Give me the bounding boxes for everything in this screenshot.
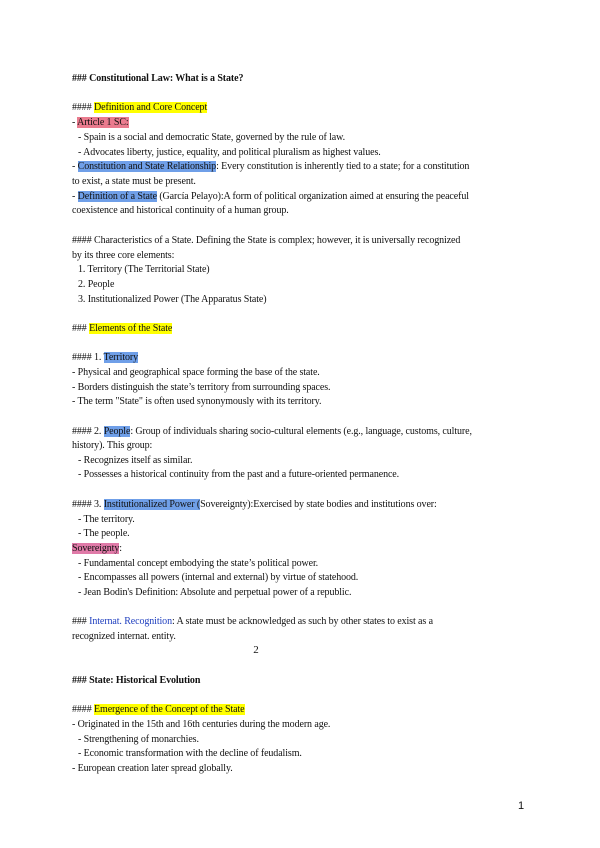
heading-prefix: ###: [72, 616, 90, 627]
heading-what-is-a-state: ### Constitutional Law: What is a State?: [72, 73, 244, 84]
list-item: - Borders distinguish the state’s territory from surrounding spaces.: [72, 382, 331, 393]
highlight-institutionalized-power: Institutionalized Power (: [103, 499, 201, 510]
list-item: - Physical and geographical space forming the base of the state.: [72, 367, 320, 378]
sovereignty-line: [72, 542, 122, 555]
people-text-cont: history). This group:: [72, 440, 153, 451]
highlight-constitution-state: Constitution and State Relationship: [77, 161, 217, 172]
characteristics-line-cont: by its three core elements:: [72, 250, 175, 261]
subheading-emergence: [72, 703, 245, 716]
list-item: - Recognizes itself as similar.: [78, 455, 193, 466]
highlight-definition-state: Definition of a State: [77, 191, 157, 202]
heading-people: [72, 425, 472, 438]
list-item: 3. Institutionalized Power (The Apparatus State): [78, 294, 267, 305]
list-item: - Advocates liberty, justice, equality, and political pluralism as highest values.: [78, 147, 381, 158]
heading-institutionalized-power: [72, 498, 437, 511]
dash: -: [72, 117, 78, 128]
list-item: - Spain is a social and democratic State, governed by the rule of law.: [78, 132, 345, 143]
highlight-territory: Territory: [103, 352, 139, 363]
heading-territory: [72, 351, 138, 364]
list-item: 2. People: [78, 279, 115, 290]
highlight-sovereignty: Sovereignty: [72, 543, 120, 554]
heading-prefix: #### 3.: [72, 499, 104, 510]
people-text: : Group of individuals sharing socio-cultural elements (e.g., language, customs, culture,: [130, 426, 472, 437]
recognition-text-cont: recognized internat. entity.: [72, 631, 176, 642]
heading-prefix: ###: [72, 323, 90, 334]
highlight-article-1: Article 1 SC:: [77, 117, 129, 128]
list-item: - The territory.: [78, 514, 135, 525]
definition-line: [72, 190, 469, 203]
list-item: - Encompasses all powers (internal and external) by virtue of statehood.: [78, 572, 359, 583]
list-item: - Fundamental concept embodying the state’s political power.: [78, 558, 319, 569]
subheading-definition: [72, 101, 207, 114]
constitution-text-cont: to exist, a state must be present.: [72, 176, 196, 187]
recognition-line: [72, 615, 433, 628]
heading-historical-evolution: ### State: Historical Evolution: [72, 675, 201, 686]
colon: :: [119, 543, 122, 554]
inline-page-number: 2: [253, 644, 259, 656]
list-item: - Strengthening of monarchies.: [78, 734, 199, 745]
dash: -: [72, 161, 78, 172]
constitution-text: : Every constitution is inherently tied to a state; for a constitution: [216, 161, 470, 172]
power-text: Sovereignty):Exercised by state bodies and institutions over:: [200, 499, 437, 510]
constitution-line: [72, 160, 469, 173]
list-item: - Jean Bodin's Definition: Absolute and perpetual power of a republic.: [78, 587, 352, 598]
list-item: - Economic transformation with the decline of feudalism.: [78, 748, 302, 759]
list-item: - The people.: [78, 528, 130, 539]
subheading-prefix: ####: [72, 704, 95, 715]
highlight-people: People: [103, 426, 131, 437]
subheading-prefix: ####: [72, 102, 95, 113]
highlight-definition-core-concept: Definition and Core Concept: [94, 102, 208, 113]
article-1-line: [72, 116, 129, 129]
list-item: - European creation later spread globally.: [72, 763, 233, 774]
list-item: - The term "State" is often used synonymously with its territory.: [72, 396, 322, 407]
heading-prefix: #### 1.: [72, 352, 104, 363]
characteristics-line: #### Characteristics of a State. Defining the State is complex; however, it is universally recognized: [72, 235, 461, 246]
list-item: 1. Territory (The Territorial State): [78, 264, 210, 275]
definition-text-cont: coexistence and historical continuity of a human group.: [72, 205, 289, 216]
list-item: - Originated in the 15th and 16th centuries during the modern age.: [72, 719, 331, 730]
highlight-emergence: Emergence of the Concept of the State: [94, 704, 245, 715]
page-number: 1: [518, 800, 525, 812]
recognition-label: Internat. Recognition: [89, 616, 172, 627]
heading-prefix: #### 2.: [72, 426, 104, 437]
dash: -: [72, 191, 78, 202]
list-item: - Possesses a historical continuity from the past and a future-oriented permanence.: [78, 469, 400, 480]
recognition-text: : A state must be acknowledged as such by other states to exist as a: [172, 616, 433, 627]
definition-text: (García Pelayo):A form of political organization aimed at ensuring the peaceful: [156, 191, 469, 202]
heading-elements: [72, 322, 172, 335]
highlight-elements-of-state: Elements of the State: [89, 323, 173, 334]
